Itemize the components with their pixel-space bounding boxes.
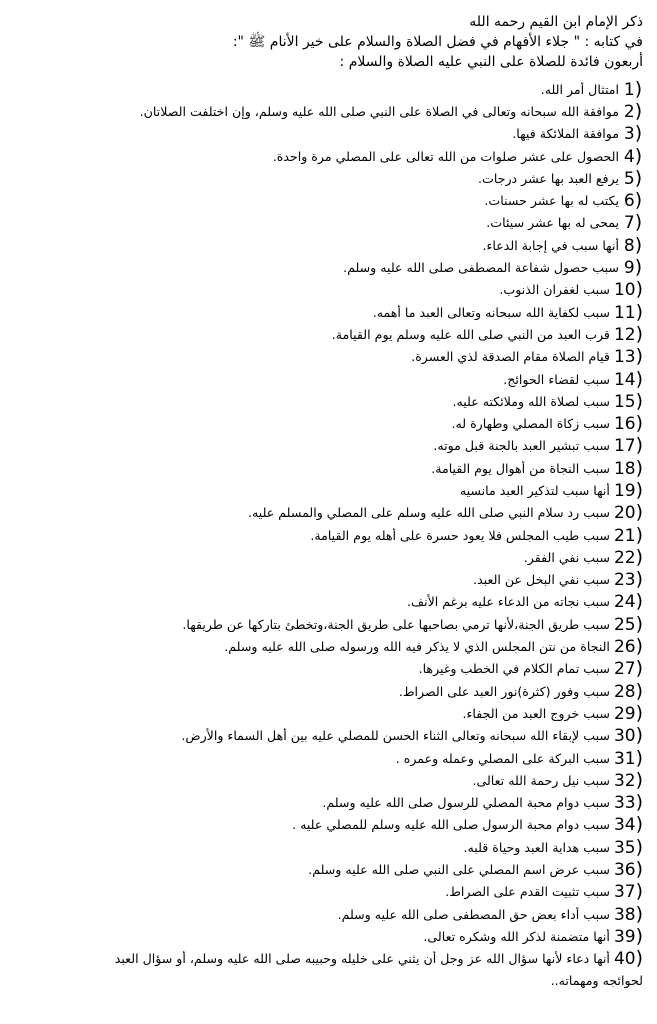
item-text: سبب لغفران الذنوب. <box>499 282 610 298</box>
item-text: سبب رد سلام النبي صلى الله عليه وسلم على المصلي والمسلم عليه. <box>248 505 610 521</box>
item-number: ( 26 <box>614 636 643 657</box>
item-number: ( 40 <box>614 948 643 969</box>
item-number: ( 35 <box>614 837 643 858</box>
list-item <box>10 836 643 858</box>
item-text: سبب نفي البخل عن العبد. <box>473 572 610 588</box>
intro-block <box>10 12 643 72</box>
item-text: قيام الصلاة مقام الصدقة لذي العسرة. <box>411 349 610 365</box>
list-item <box>10 346 643 368</box>
item-number: ( 16 <box>614 413 643 434</box>
item-number: ( 25 <box>614 614 643 635</box>
item-text: سبب طريق الجنة،لأنها ترمي بصاحبها على طريق الجنة،وتخطئ بتاركها عن طريقها. <box>182 616 610 632</box>
item-text: سبب وفور (كثرة)نور العبد على الصراط. <box>398 683 610 699</box>
item-text: يرفع العبد بها عشر درجات. <box>477 170 619 186</box>
item-number: ( 8 <box>623 235 643 256</box>
item-text: النجاة من نتن المجلس الذي لا يذكر فيه الله ورسوله صلى الله عليه وسلم. <box>224 639 610 655</box>
item-text: يكتب له بها عشر حسنات. <box>484 193 619 209</box>
list-item <box>10 189 643 211</box>
item-text: سبب زكاة المصلي وطهارة له. <box>451 416 610 432</box>
item-text: سبب نيل رحمة الله تعالى. <box>472 772 610 788</box>
item-text: الحصول على عشر صلوات من الله تعالى على المصلي مرة واحدة. <box>272 148 619 164</box>
list-item <box>10 145 643 167</box>
item-text: امتثال أمر الله. <box>540 81 619 97</box>
item-number: ( 2 <box>623 101 643 122</box>
list-item <box>10 502 643 524</box>
item-number: ( 6 <box>623 190 643 211</box>
item-text: سبب طيب المجلس فلا يعود حسرة على أهله يوم القيامة. <box>310 527 610 543</box>
point-40-continuation: لحوائجه ومهماته.. <box>550 972 643 988</box>
item-text: سبب دوام محبة الرسول صلى الله عليه وسلم للمصلي عليه . <box>292 817 610 833</box>
list-item <box>10 479 643 501</box>
list-item <box>10 546 643 568</box>
item-number: ( 28 <box>614 681 643 702</box>
item-text: سبب لكفاية الله سبحانه وتعالى العبد ما أهمه. <box>372 304 610 320</box>
list-item <box>10 725 643 747</box>
list-item <box>10 658 643 680</box>
item-number: ( 21 <box>614 525 643 546</box>
list-item <box>10 858 643 880</box>
item-number: ( 30 <box>614 725 643 746</box>
item-number: ( 39 <box>614 926 643 947</box>
item-number: ( 14 <box>614 369 643 390</box>
list-item <box>10 212 643 234</box>
item-number: ( 19 <box>614 480 643 501</box>
item-text: موافقة الله سبحانه وتعالى في الصلاة على النبي صلى الله عليه وسلم، وإن اختلفت الصلاتان. <box>139 103 619 119</box>
list-item <box>10 256 643 278</box>
list-item <box>10 613 643 635</box>
list-item <box>10 569 643 591</box>
item-text: أنها متضمنة لذكر الله وشكره تعالى. <box>423 928 610 944</box>
intro-line-2: في كتابه : " جلاء الأفهام في فضل الصلاة والسلام على خير الأنام ﷺ ": <box>232 34 643 50</box>
list-item <box>10 948 643 970</box>
item-text: سبب تبشير العبد بالجنة قبل موته. <box>433 438 610 454</box>
item-text: سبب خروج العبد من الجفاء. <box>462 705 610 721</box>
list-item <box>10 792 643 814</box>
list-item <box>10 814 643 836</box>
item-text: سبب هداية العبد وحياة قلبه. <box>463 839 610 855</box>
item-number: ( 9 <box>623 257 643 278</box>
item-number: ( 34 <box>614 814 643 835</box>
item-number: ( 37 <box>614 881 643 902</box>
item-number: ( 11 <box>614 302 643 323</box>
list-item <box>10 524 643 546</box>
item-number: ( 18 <box>614 458 643 479</box>
item-number: ( 38 <box>614 904 643 925</box>
item-text: سبب نفي الفقر. <box>523 549 610 565</box>
item-text: أنها دعاء لأنها سؤال الله عز وجل أن يثني على خليله وحبيبه صلى الله عليه وسلم، أو سؤال العبد <box>114 951 610 967</box>
item-number: ( 15 <box>614 391 643 412</box>
item-text: سبب نجاته من الدعاء عليه برغم الأنف. <box>407 594 610 610</box>
item-number: ( 33 <box>614 792 643 813</box>
item-text: سبب لصلاة الله وملائكته عليه. <box>452 393 610 409</box>
list-item <box>10 323 643 345</box>
item-number: ( 4 <box>623 146 643 167</box>
item-number: ( 7 <box>623 212 643 233</box>
item-text: سبب تثبيت القدم على الصراط. <box>445 884 610 900</box>
item-number: ( 13 <box>614 346 643 367</box>
list-item <box>10 702 643 724</box>
list-item <box>10 435 643 457</box>
item-number: ( 29 <box>614 703 643 724</box>
item-number: ( 23 <box>614 569 643 590</box>
intro-line-3: أربعون فائدة للصلاة على النبي عليه الصلاة والسلام : <box>339 54 643 70</box>
list-item <box>10 747 643 769</box>
item-number: ( 12 <box>614 324 643 345</box>
item-text: سبب لإبقاء الله سبحانه وتعالى الثناء الحسن للمصلي عليه بين أهل السماء والأرض. <box>181 728 610 744</box>
list-item <box>10 123 643 145</box>
list-item <box>10 301 643 323</box>
list-item <box>10 167 643 189</box>
item-text: سبب حصول شفاعة المصطفى صلى الله عليه وسلم. <box>343 260 619 276</box>
list-item <box>10 591 643 613</box>
item-text: سبب أداء بعض حق المصطفى صلى الله عليه وسلم. <box>337 906 610 922</box>
item-text: قرب العبد من النبي صلى الله عليه وسلم يوم القيامة. <box>331 326 610 342</box>
list-item <box>10 635 643 657</box>
list-item <box>10 279 643 301</box>
list-item <box>10 78 643 100</box>
item-text: سبب النجاة من أهوال يوم القيامة. <box>431 460 610 476</box>
item-number: ( 36 <box>614 859 643 880</box>
list-item <box>10 769 643 791</box>
list-item <box>10 925 643 947</box>
item-number: ( 31 <box>614 748 643 769</box>
item-number: ( 1 <box>623 79 643 100</box>
list-item <box>10 234 643 256</box>
list-item <box>10 390 643 412</box>
list-item <box>10 881 643 903</box>
list-item <box>10 903 643 925</box>
list-item <box>10 100 643 122</box>
item-number: ( 17 <box>614 435 643 456</box>
item-number: ( 3 <box>623 123 643 144</box>
item-number: ( 10 <box>614 279 643 300</box>
item-number: ( 24 <box>614 591 643 612</box>
item-number: ( 32 <box>614 770 643 791</box>
list-item <box>10 457 643 479</box>
list-item <box>10 680 643 702</box>
benefits-list <box>10 78 643 970</box>
item-text: يمحى له بها عشر سيئات. <box>486 215 619 231</box>
intro-line-1: ذكر الإمام ابن القيم رحمه الله <box>469 14 643 30</box>
item-text: أنها سبب في إجابة الدعاء. <box>482 237 619 253</box>
item-text: أنها سبب لتذكير العبد مانسيه <box>459 482 610 498</box>
item-text: موافقة الملائكة فيها. <box>512 126 619 142</box>
item-number: ( 5 <box>623 168 643 189</box>
item-number: ( 22 <box>614 547 643 568</box>
item-text: سبب عرض اسم المصلي على النبي صلى الله عليه وسلم. <box>308 862 610 878</box>
item-number: ( 27 <box>614 658 643 679</box>
item-text: سبب لقضاء الحوائج. <box>503 371 610 387</box>
item-text: سبب تمام الكلام في الخطب وغيرها. <box>418 661 610 677</box>
list-item <box>10 368 643 390</box>
item-text: سبب البركة على المصلي وعمله وعمره . <box>395 750 610 766</box>
item-number: ( 20 <box>614 502 643 523</box>
item-text: سبب دوام محبة المصلي للرسول صلى الله عليه وسلم. <box>322 795 610 811</box>
list-item <box>10 412 643 434</box>
